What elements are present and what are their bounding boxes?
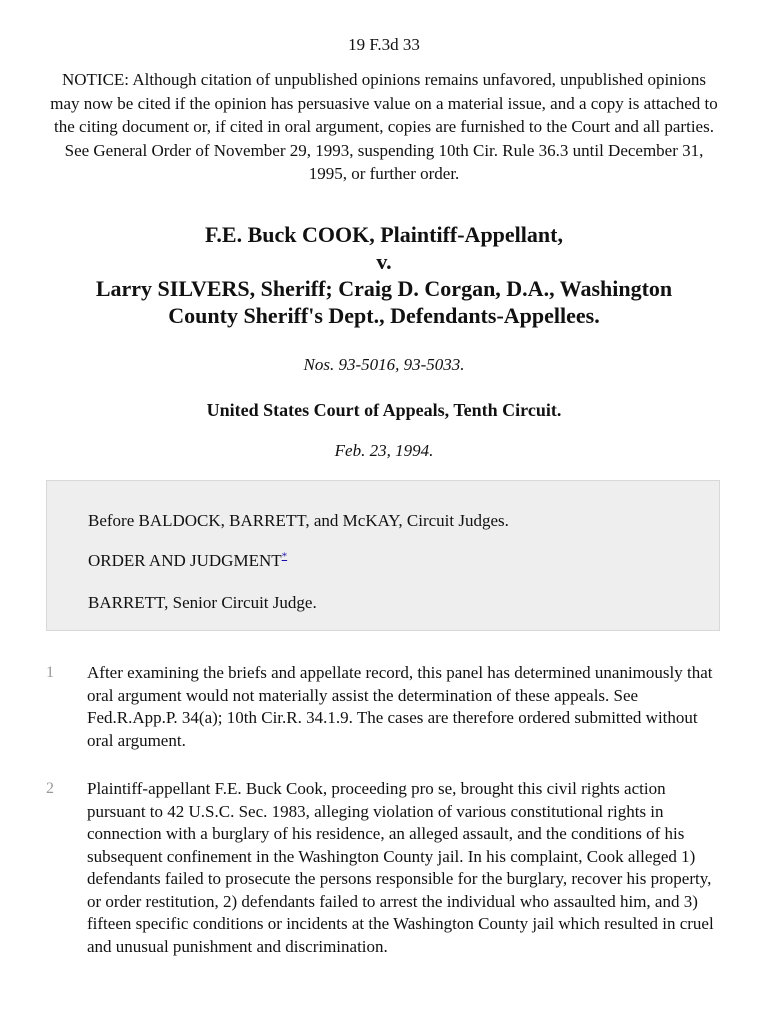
paragraph-text: Plaintiff-appellant F.E. Buck Cook, proceeding pro se, brought this civil rights action pursuant to 42 U.S.C. Sec. 1983, alleging violation of various constitutional rights in connection with a burglary of his residence, an alleged assault, and the conditions of his subsequent confinement in the Washington County jail. In his complaint, Cook alleged 1) defendants failed to prosecute the persons responsible for the burglary, recover his property, or order restitution, 2) defendants failed to arrest the individual who assaulted him, and 3) fifteen specific conditions or incidents at the Washington County jail which resulted in cruel and unusual punishment and discrimination. [87, 779, 714, 956]
decision-date: Feb. 23, 1994. [334, 441, 434, 460]
plaintiff-line: F.E. Buck COOK, Plaintiff-Appellant, [205, 222, 563, 247]
order-title: ORDER AND JUDGMENT [88, 551, 282, 570]
paragraph-text: After examining the briefs and appellate record, this panel has determined unanimously that oral argument would not materially assist the determination of these appeals. See Fed.R.App.P. 34(a); 10th Cir.R. 34.1.9. The cases are therefore ordered submitted without oral argument. [87, 663, 713, 750]
court-name: United States Court of Appeals, Tenth Circuit. [206, 400, 562, 420]
unpublished-opinion-notice: NOTICE: Although citation of unpublished opinions remains unfavored, unpublished opinions may now be cited if the opinion has persuasive value on a material issue, and a copy is attached to the citing document or, if cited in oral argument, copies are furnished to the Court and all parties. See General Order of November 29, 1993, suspending 10th Cir. Rule 36.3 until December 31, 1995, or further order. [50, 70, 718, 183]
docket-numbers: Nos. 93-5016, 93-5033. [303, 355, 465, 374]
order-and-judgment-heading [88, 550, 287, 572]
defendants-line-2: County Sheriff's Dept., Defendants-Appellees. [168, 303, 600, 328]
paragraph-number: 2 [46, 780, 54, 797]
footnote-link[interactable]: * [281, 550, 288, 563]
opinion-author: BARRETT, Senior Circuit Judge. [88, 593, 317, 612]
case-citation: 19 F.3d 33 [348, 35, 420, 54]
panel-judges: Before BALDOCK, BARRETT, and McKAY, Circuit Judges. [88, 511, 509, 530]
judges-panel-box [46, 480, 720, 631]
case-caption [30, 221, 738, 329]
versus-line: v. [376, 249, 392, 274]
defendants-line-1: Larry SILVERS, Sheriff; Craig D. Corgan, D.A., Washington [95, 276, 673, 301]
paragraph-number: 1 [46, 664, 54, 681]
